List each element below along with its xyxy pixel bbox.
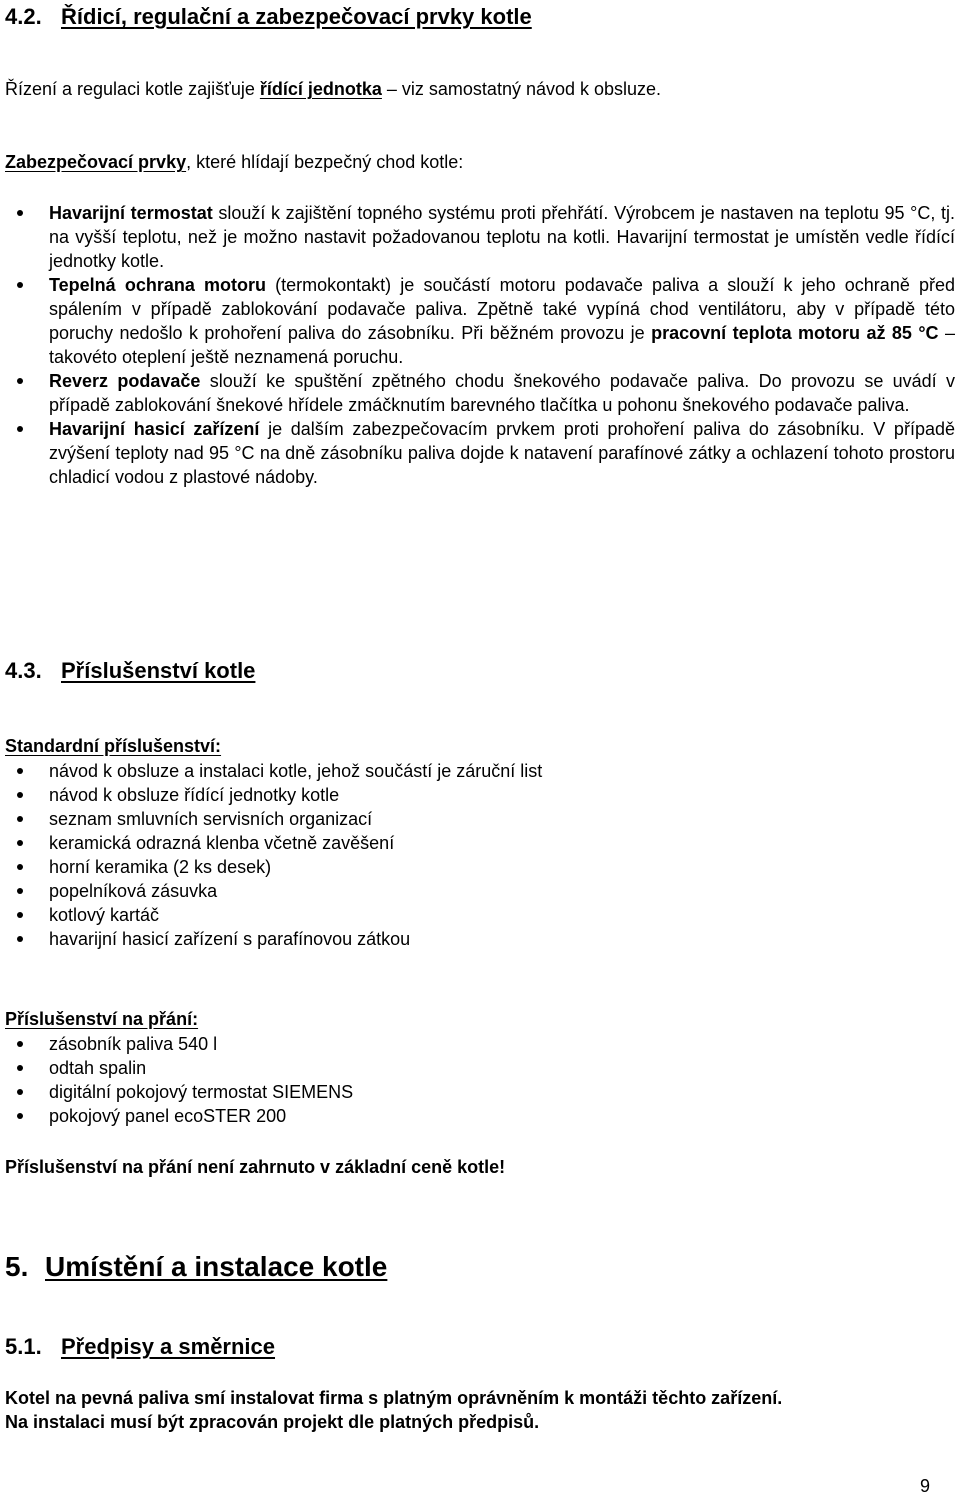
list-item: kotlový kartáč [0, 903, 955, 927]
safety-lead-term: Zabezpečovací prvky [5, 152, 187, 172]
section-title: Předpisy a směrnice [61, 1334, 276, 1359]
item-term: Havarijní termostat [49, 203, 213, 223]
item-text-end: – takovéto oteplení ještě neznamená poruchu. [49, 323, 955, 367]
section-number: 4.2. [5, 4, 42, 29]
intro-text-end: – viz samostatný návod k obsluze. [381, 79, 662, 99]
list-item [0, 417, 955, 489]
item-emphasis: pracovní teplota motoru až 85 °C [651, 323, 939, 343]
section-number: 5.1. [5, 1334, 42, 1359]
section-heading-4-3 [5, 658, 255, 684]
standard-accessories-list [0, 759, 955, 951]
list-item: seznam smluvních servisních organizací [0, 807, 955, 831]
list-item: popelníková zásuvka [0, 879, 955, 903]
list-item: odtah spalin [0, 1056, 955, 1080]
safety-lead [5, 150, 463, 174]
list-item: pokojový panel ecoSTER 200 [0, 1104, 955, 1128]
list-item: keramická odrazná klenba včetně zavěšení [0, 831, 955, 855]
optional-accessories-list [0, 1032, 955, 1128]
item-text: slouží k zajištění topného systému proti přehřátí. Výrobcem je nastaven na teplotu 95 °C, tj. na vyšší teplotu, než je možno nastavit požadovanou teplotu na kotli. Havarijní termostat je umístěn vedle řídící jednotky kotle. [49, 203, 955, 271]
list-item: návod k obsluze řídící jednotky kotle [0, 783, 955, 807]
section-title: Umístění a instalace kotle [45, 1251, 388, 1282]
list-item: havarijní hasicí zařízení s parafínovou zátkou [0, 927, 955, 951]
optional-accessories-heading: Příslušenství na přání: [5, 1009, 199, 1029]
item-text: je dalším zabezpečovacím prvkem proti prohoření paliva do zásobníku. V případě zvýšení teploty nad 95 °C na dně zásobníku paliva dojde k natavení parafínové zátky a ochlazení tohoto prostoru chladicí vodou z plastové nádoby. [49, 419, 955, 487]
list-item [0, 369, 955, 417]
page-number: 9 [920, 1476, 931, 1496]
list-item: digitální pokojový termostat SIEMENS [0, 1080, 955, 1104]
section-number: 5. [5, 1251, 29, 1282]
list-item [0, 201, 955, 273]
list-item [0, 273, 955, 369]
section-heading-5-1 [5, 1334, 275, 1360]
section-heading-5 [5, 1251, 387, 1283]
control-unit-reference: řídící jednotka [259, 79, 382, 99]
section-title: Příslušenství kotle [61, 658, 256, 683]
regulations-line-1: Kotel na pevná paliva smí instalovat firma s platným oprávněním k montáži těchto zařízení. [5, 1388, 783, 1408]
section-heading-4-2 [5, 4, 532, 30]
item-term: Tepelná ochrana motoru [49, 275, 266, 295]
safety-lead-text: , které hlídají bezpečný chod kotle: [186, 152, 464, 172]
regulations-line-2: Na instalaci musí být zpracován projekt dle platných předpisů. [5, 1412, 540, 1432]
intro-paragraph [5, 77, 661, 101]
list-item: horní keramika (2 ks desek) [0, 855, 955, 879]
section-number: 4.3. [5, 658, 42, 683]
list-item: návod k obsluze a instalaci kotle, jehož součástí je záruční list [0, 759, 955, 783]
optional-accessories-note: Příslušenství na přání není zahrnuto v základní ceně kotle! [5, 1157, 506, 1177]
standard-accessories-heading: Standardní příslušenství: [5, 736, 222, 756]
list-item: zásobník paliva 540 l [0, 1032, 955, 1056]
safety-list [0, 201, 955, 489]
item-text: (termokontakt) je součástí motoru podavače paliva a slouží k jeho ochraně před spálením v případě zablokování podavače paliva. Zpětně také vypíná chod ventilátoru, aby v případě této poruchy nedošlo k prohoření paliva do zásobníku. Při běžném provozu je [49, 275, 956, 343]
item-text: slouží ke spuštění zpětného chodu šnekového podavače paliva. Do provozu se uvádí v případě zablokování šnekové hřídele zmáčknutím barevného tlačítka u pohonu šnekového podavače paliva. [49, 371, 956, 415]
item-term: Havarijní hasicí zařízení [49, 419, 260, 439]
item-term: Reverz podavače [49, 371, 201, 391]
intro-text: Řízení a regulaci kotle zajišťuje [5, 79, 260, 99]
section-title: Řídicí, regulační a zabezpečovací prvky kotle [61, 4, 532, 29]
